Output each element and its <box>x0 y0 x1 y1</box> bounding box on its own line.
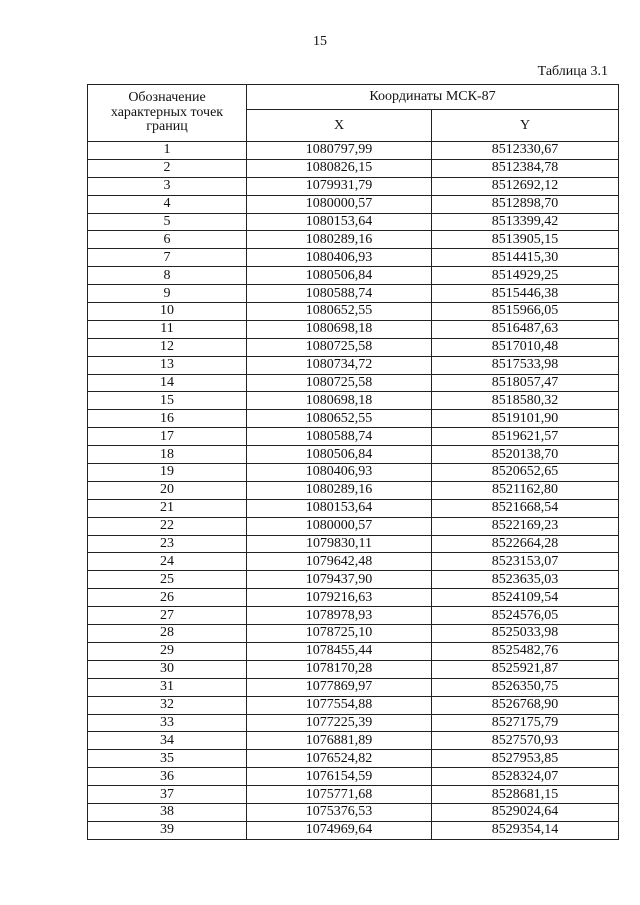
point-number-cell: 34 <box>88 732 247 750</box>
point-number-cell: 3 <box>88 177 247 195</box>
y-coordinate-cell: 8524109,54 <box>432 589 619 607</box>
x-coordinate-cell: 1078725,10 <box>247 625 432 643</box>
x-coordinate-cell: 1078978,93 <box>247 607 432 625</box>
y-coordinate-cell: 8525482,76 <box>432 642 619 660</box>
header-designation-line3: границ <box>146 119 188 135</box>
page-number: 15 <box>313 34 327 49</box>
table-row <box>88 786 619 804</box>
table-row <box>88 392 619 410</box>
point-number-cell: 28 <box>88 625 247 643</box>
x-coordinate-cell: 1080406,93 <box>247 249 432 267</box>
y-coordinate-cell: 8527953,85 <box>432 750 619 768</box>
point-number-cell: 25 <box>88 571 247 589</box>
x-coordinate-cell: 1076881,89 <box>247 732 432 750</box>
y-coordinate-cell: 8524576,05 <box>432 607 619 625</box>
table-row <box>88 249 619 267</box>
y-coordinate-cell: 8525921,87 <box>432 660 619 678</box>
x-coordinate-cell: 1080652,55 <box>247 410 432 428</box>
y-coordinate-cell: 8512898,70 <box>432 195 619 213</box>
x-coordinate-cell: 1079931,79 <box>247 177 432 195</box>
point-number-cell: 7 <box>88 249 247 267</box>
point-number-cell: 21 <box>88 499 247 517</box>
header-x: X <box>247 110 432 142</box>
x-coordinate-cell: 1075376,53 <box>247 803 432 821</box>
point-number-cell: 31 <box>88 678 247 696</box>
y-coordinate-cell: 8523635,03 <box>432 571 619 589</box>
table-row <box>88 410 619 428</box>
table-row <box>88 195 619 213</box>
table-row <box>88 338 619 356</box>
table-row <box>88 821 619 839</box>
y-coordinate-cell: 8528324,07 <box>432 768 619 786</box>
x-coordinate-cell: 1080153,64 <box>247 213 432 231</box>
y-coordinate-cell: 8520652,65 <box>432 464 619 482</box>
y-coordinate-cell: 8519621,57 <box>432 428 619 446</box>
x-coordinate-cell: 1080698,18 <box>247 392 432 410</box>
x-coordinate-cell: 1078170,28 <box>247 660 432 678</box>
point-number-cell: 20 <box>88 481 247 499</box>
x-coordinate-cell: 1080698,18 <box>247 320 432 338</box>
point-number-cell: 36 <box>88 768 247 786</box>
x-coordinate-cell: 1080506,84 <box>247 446 432 464</box>
x-coordinate-cell: 1080725,58 <box>247 338 432 356</box>
x-coordinate-cell: 1077554,88 <box>247 696 432 714</box>
x-coordinate-cell: 1079642,48 <box>247 553 432 571</box>
x-coordinate-cell: 1080000,57 <box>247 195 432 213</box>
point-number-cell: 37 <box>88 786 247 804</box>
y-coordinate-cell: 8517533,98 <box>432 356 619 374</box>
table-body <box>88 142 619 840</box>
y-coordinate-cell: 8525033,98 <box>432 625 619 643</box>
point-number-cell: 6 <box>88 231 247 249</box>
table-row <box>88 320 619 338</box>
table-row <box>88 213 619 231</box>
y-coordinate-cell: 8523153,07 <box>432 553 619 571</box>
x-coordinate-cell: 1080826,15 <box>247 159 432 177</box>
point-number-cell: 33 <box>88 714 247 732</box>
x-coordinate-cell: 1079216,63 <box>247 589 432 607</box>
header-designation-line2: характерных точек <box>110 104 224 120</box>
y-coordinate-cell: 8521162,80 <box>432 481 619 499</box>
x-coordinate-cell: 1076524,82 <box>247 750 432 768</box>
table-row <box>88 446 619 464</box>
point-number-cell: 38 <box>88 803 247 821</box>
point-number-cell: 29 <box>88 642 247 660</box>
point-number-cell: 4 <box>88 195 247 213</box>
y-coordinate-cell: 8526768,90 <box>432 696 619 714</box>
table-row <box>88 428 619 446</box>
table-row <box>88 535 619 553</box>
table-row <box>88 267 619 285</box>
y-coordinate-cell: 8513905,15 <box>432 231 619 249</box>
y-coordinate-cell: 8518057,47 <box>432 374 619 392</box>
x-coordinate-cell: 1080734,72 <box>247 356 432 374</box>
x-coordinate-cell: 1080797,99 <box>247 142 432 160</box>
y-coordinate-cell: 8514415,30 <box>432 249 619 267</box>
point-number-cell: 10 <box>88 303 247 321</box>
point-number-cell: 23 <box>88 535 247 553</box>
x-coordinate-cell: 1080652,55 <box>247 303 432 321</box>
y-coordinate-cell: 8519101,90 <box>432 410 619 428</box>
y-coordinate-cell: 8514929,25 <box>432 267 619 285</box>
table-row <box>88 499 619 517</box>
point-number-cell: 27 <box>88 607 247 625</box>
point-number-cell: 11 <box>88 320 247 338</box>
y-coordinate-cell: 8515446,38 <box>432 285 619 303</box>
y-coordinate-cell: 8513399,42 <box>432 213 619 231</box>
table-row <box>88 517 619 535</box>
point-number-cell: 17 <box>88 428 247 446</box>
table-row <box>88 356 619 374</box>
y-coordinate-cell: 8529024,64 <box>432 803 619 821</box>
header-y: Y <box>432 110 619 142</box>
table-row <box>88 803 619 821</box>
point-number-cell: 39 <box>88 821 247 839</box>
y-coordinate-cell: 8515966,05 <box>432 303 619 321</box>
point-number-cell: 22 <box>88 517 247 535</box>
x-coordinate-cell: 1075771,68 <box>247 786 432 804</box>
table-row <box>88 642 619 660</box>
y-coordinate-cell: 8518580,32 <box>432 392 619 410</box>
table-row <box>88 303 619 321</box>
x-coordinate-cell: 1080153,64 <box>247 499 432 517</box>
point-number-cell: 5 <box>88 213 247 231</box>
y-coordinate-cell: 8526350,75 <box>432 678 619 696</box>
y-coordinate-cell: 8512330,67 <box>432 142 619 160</box>
y-coordinate-cell: 8522169,23 <box>432 517 619 535</box>
y-coordinate-cell: 8512384,78 <box>432 159 619 177</box>
y-coordinate-cell: 8517010,48 <box>432 338 619 356</box>
table-row <box>88 660 619 678</box>
y-coordinate-cell: 8527175,79 <box>432 714 619 732</box>
table-row <box>88 231 619 249</box>
header-designation-line1: Обозначение <box>128 89 206 105</box>
x-coordinate-cell: 1076154,59 <box>247 768 432 786</box>
x-coordinate-cell: 1080406,93 <box>247 464 432 482</box>
y-coordinate-cell: 8522664,28 <box>432 535 619 553</box>
table-row <box>88 159 619 177</box>
x-coordinate-cell: 1080506,84 <box>247 267 432 285</box>
y-coordinate-cell: 8516487,63 <box>432 320 619 338</box>
x-coordinate-cell: 1079437,90 <box>247 571 432 589</box>
coordinates-table <box>87 84 619 840</box>
x-coordinate-cell: 1078455,44 <box>247 642 432 660</box>
point-number-cell: 13 <box>88 356 247 374</box>
point-number-cell: 2 <box>88 159 247 177</box>
table-row <box>88 285 619 303</box>
point-number-cell: 30 <box>88 660 247 678</box>
table-row <box>88 607 619 625</box>
table-caption: Таблица 3.1 <box>537 64 608 79</box>
table-row <box>88 625 619 643</box>
table-row <box>88 750 619 768</box>
y-coordinate-cell: 8521668,54 <box>432 499 619 517</box>
table-row <box>88 374 619 392</box>
table-row <box>88 571 619 589</box>
x-coordinate-cell: 1080588,74 <box>247 428 432 446</box>
x-coordinate-cell: 1079830,11 <box>247 535 432 553</box>
point-number-cell: 18 <box>88 446 247 464</box>
point-number-cell: 1 <box>88 142 247 160</box>
x-coordinate-cell: 1080289,16 <box>247 231 432 249</box>
table-row <box>88 142 619 160</box>
y-coordinate-cell: 8520138,70 <box>432 446 619 464</box>
header-designation <box>88 85 247 142</box>
table-row <box>88 177 619 195</box>
point-number-cell: 12 <box>88 338 247 356</box>
table-row <box>88 732 619 750</box>
point-number-cell: 35 <box>88 750 247 768</box>
table-row <box>88 768 619 786</box>
y-coordinate-cell: 8527570,93 <box>432 732 619 750</box>
y-coordinate-cell: 8512692,12 <box>432 177 619 195</box>
point-number-cell: 8 <box>88 267 247 285</box>
x-coordinate-cell: 1080588,74 <box>247 285 432 303</box>
table-row <box>88 464 619 482</box>
table-header <box>88 85 619 142</box>
x-coordinate-cell: 1080289,16 <box>247 481 432 499</box>
x-coordinate-cell: 1077225,39 <box>247 714 432 732</box>
point-number-cell: 26 <box>88 589 247 607</box>
x-coordinate-cell: 1080725,58 <box>247 374 432 392</box>
point-number-cell: 14 <box>88 374 247 392</box>
point-number-cell: 24 <box>88 553 247 571</box>
y-coordinate-cell: 8529354,14 <box>432 821 619 839</box>
point-number-cell: 9 <box>88 285 247 303</box>
y-coordinate-cell: 8528681,15 <box>432 786 619 804</box>
x-coordinate-cell: 1080000,57 <box>247 517 432 535</box>
point-number-cell: 19 <box>88 464 247 482</box>
point-number-cell: 15 <box>88 392 247 410</box>
x-coordinate-cell: 1074969,64 <box>247 821 432 839</box>
table-row <box>88 714 619 732</box>
x-coordinate-cell: 1077869,97 <box>247 678 432 696</box>
table-row <box>88 589 619 607</box>
table-row <box>88 678 619 696</box>
table-row <box>88 481 619 499</box>
point-number-cell: 32 <box>88 696 247 714</box>
table-row <box>88 696 619 714</box>
header-coordinates-group: Координаты МСК-87 <box>247 85 619 110</box>
point-number-cell: 16 <box>88 410 247 428</box>
table-row <box>88 553 619 571</box>
